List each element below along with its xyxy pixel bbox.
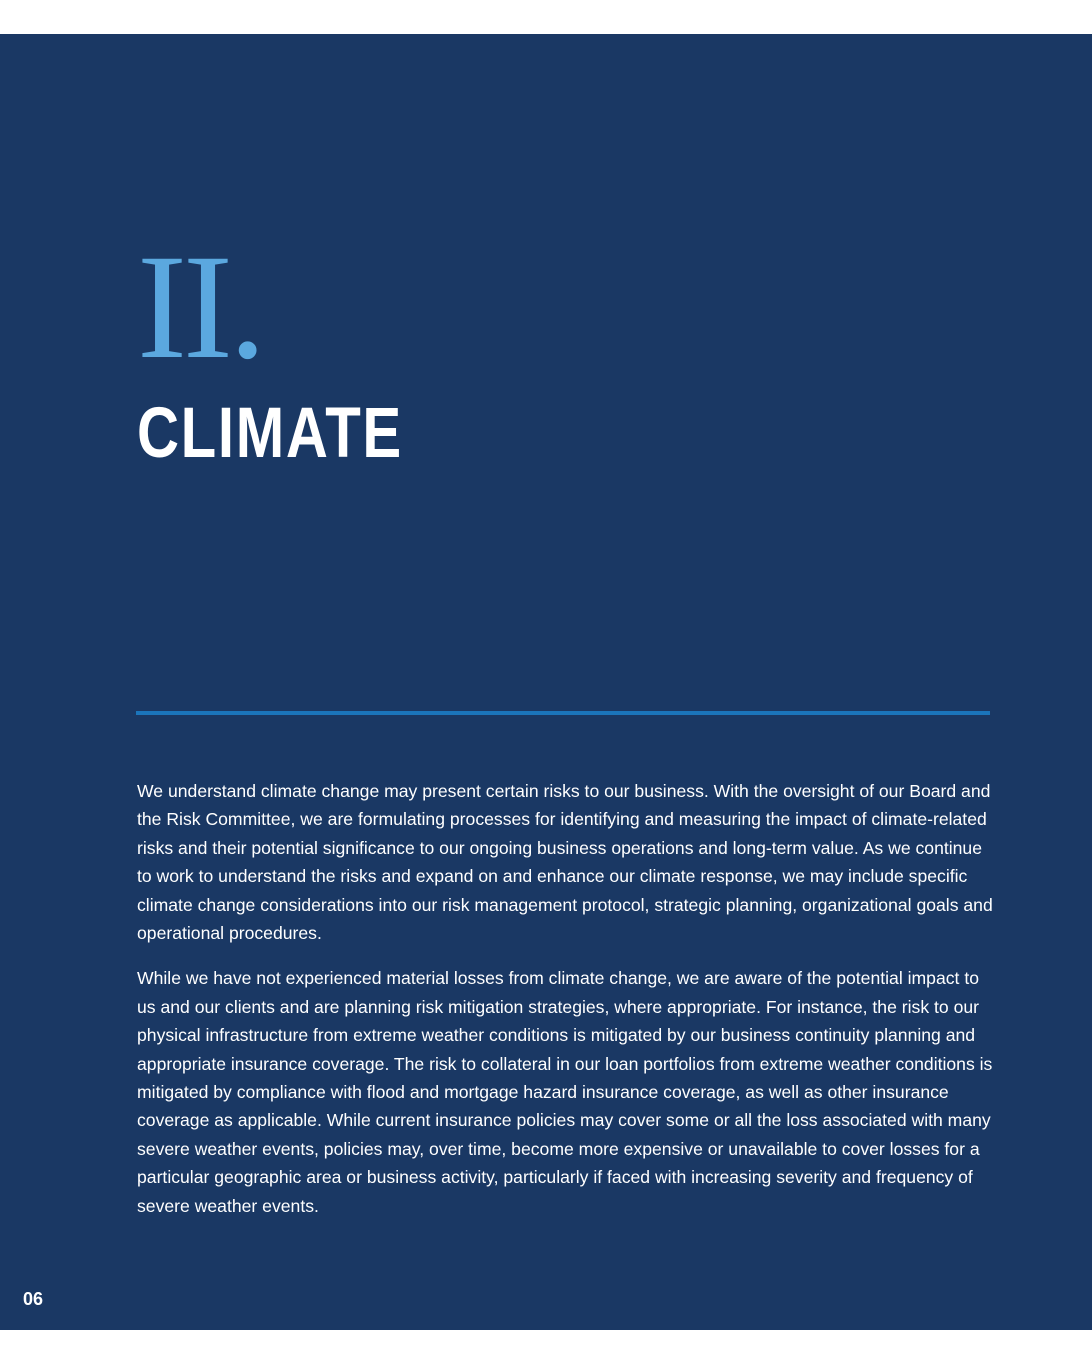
section-numeral: II.	[137, 224, 263, 390]
divider-rule	[136, 711, 990, 715]
body-paragraph: While we have not experienced material losses from climate change, we are aware of the potential impact to us and our clients and are planning risk mitigation strategies, where appropriate. For instance, the risk to our physical infrastructure from extreme weather conditions is mitigated by our business continuity planning and appropriate insurance coverage. The risk to collateral in our loan portfolios from extreme weather conditions is mitigated by compliance with flood and mortgage hazard insurance coverage, as well as other insurance coverage as applicable. While current insurance policies may cover some or all the loss associated with many severe weather events, policies may, over time, become more expensive or unavailable to cover losses for a particular geographic area or business activity, particularly if faced with increasing severity and frequency of severe weather events.	[137, 968, 993, 1216]
body-paragraph: We understand climate change may present certain risks to our business. With the oversight of our Board and the Risk Committee, we are formulating processes for identifying and measuring the impact of climate-related risks and their potential significance to our ongoing business operations and long-term value. As we continue to work to understand the risks and expand on and enhance our climate response, we may include specific climate change considerations into our risk management protocol, strategic planning, organizational goals and operational procedures.	[137, 781, 993, 944]
section-title: CLIMATE	[137, 394, 403, 473]
page-number: 06	[23, 1289, 44, 1309]
body-text	[137, 777, 995, 1237]
